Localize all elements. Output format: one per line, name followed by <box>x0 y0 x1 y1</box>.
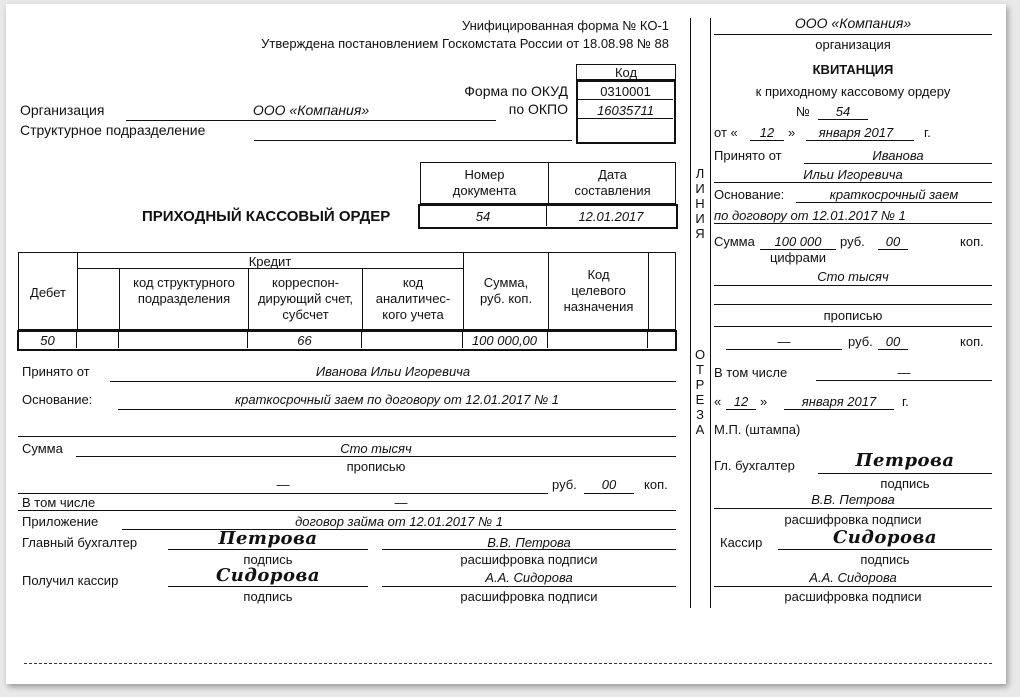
stub-signature-caption: подпись <box>880 476 930 491</box>
otreza-label: О Т Р Е З А <box>694 347 706 437</box>
unified-form-label: Унифицированная форма № КО-1 <box>461 18 669 33</box>
doc-date-header: Дата составления <box>574 167 651 198</box>
stub-month-year: января 2017 <box>818 125 894 140</box>
stub-decoding-caption: расшифровка подписи <box>784 512 922 527</box>
underline <box>126 120 496 121</box>
doc-number-header: Номер документа <box>452 167 517 198</box>
stub-propisyu-caption: прописью <box>823 308 883 323</box>
code-header-cell <box>576 64 676 80</box>
stub-cashier-signature: Сидорова <box>832 527 937 548</box>
accounting-table-row <box>17 330 677 351</box>
underline <box>714 326 992 327</box>
stub-sum-dash: — <box>777 334 791 349</box>
kop-label: коп. <box>644 477 668 492</box>
underline <box>818 473 992 474</box>
stub-digits-caption: цифрами <box>769 250 827 265</box>
underline <box>778 549 992 550</box>
propisyu-caption: прописью <box>346 459 406 474</box>
underline <box>714 34 992 35</box>
stub-received-1: Иванова <box>872 148 924 163</box>
underline <box>818 119 868 120</box>
attachment-label: Приложение <box>22 514 99 529</box>
stub-date-day: 12 <box>733 394 749 409</box>
chief-accountant-label: Главный бухгалтер <box>22 535 138 550</box>
target-code-header: Код целевого назначения <box>563 267 634 314</box>
stub-date-month: января 2017 <box>801 394 877 409</box>
underline <box>168 549 368 550</box>
okpo-label: по ОКПО <box>508 101 568 117</box>
chief-accountant-signature: Петрова <box>218 528 318 549</box>
underline <box>254 140 572 141</box>
underline <box>714 304 992 305</box>
stub-g: г. <box>924 125 931 140</box>
decoding-caption: расшифровка подписи <box>460 552 598 567</box>
stub-date-close: » <box>760 394 768 409</box>
receipt-subtitle: к приходному кассовому ордеру <box>755 84 951 99</box>
cashier-signature: Сидорова <box>215 565 320 586</box>
stub-no-value: 54 <box>835 104 851 119</box>
organization-label: Организация <box>20 102 105 118</box>
cut-line <box>690 18 691 608</box>
underline <box>714 182 992 183</box>
okud-label: Форма по ОКУД <box>464 83 568 99</box>
stub-organization: ООО «Компания» <box>794 15 912 31</box>
underline <box>878 249 908 250</box>
stub-date-open: « <box>714 394 722 409</box>
underline <box>796 202 992 203</box>
divider <box>118 332 119 348</box>
stub-cashier-name: А.А. Сидорова <box>809 570 897 585</box>
analytic-code-header: код аналитичес-кого учета <box>375 275 451 322</box>
signature-caption: подпись <box>243 552 293 567</box>
underline <box>878 349 908 350</box>
stub-basis-2: по договору от 12.01.2017 № 1 <box>714 208 906 223</box>
stub-sum-words: Сто тысяч <box>817 269 889 284</box>
debit-header: Дебет <box>30 285 66 300</box>
received-from-label: Принято от <box>22 364 90 379</box>
divider <box>361 332 362 348</box>
kop-value: 00 <box>601 477 617 492</box>
decoding-caption: расшифровка подписи <box>460 589 598 604</box>
bottom-cut-line <box>24 663 992 664</box>
cut-line <box>710 18 711 608</box>
stub-stamp: М.П. (штампа) <box>714 422 801 437</box>
underline <box>714 285 992 286</box>
sum-value: 100 000,00 <box>471 333 538 348</box>
stub-including-label: В том числе <box>714 365 788 380</box>
sum-label: Сумма <box>22 441 63 456</box>
underline <box>726 349 842 350</box>
divider <box>76 332 77 348</box>
divider <box>578 118 673 119</box>
underline <box>806 140 914 141</box>
sum-words-value: Сто тысяч <box>340 441 412 456</box>
doc-date: 12.01.2017 <box>578 209 644 224</box>
underline <box>18 436 676 437</box>
underline <box>382 586 676 587</box>
divider <box>578 99 673 100</box>
subdivision-label: Структурное подразделение <box>20 122 206 138</box>
stub-date-g: г. <box>902 394 909 409</box>
stub-kop: коп. <box>960 334 984 349</box>
stub-basis-1: краткосрочный заем <box>829 187 959 202</box>
underline <box>168 586 368 587</box>
cash-receipt-form <box>6 4 1006 684</box>
doc-number: 54 <box>475 209 491 224</box>
stub-signature-caption: подпись <box>860 552 910 567</box>
underline <box>76 456 676 457</box>
stub-basis-label: Основание: <box>714 187 785 202</box>
stub-rub: руб. <box>840 234 865 249</box>
doc-values-box <box>418 204 678 229</box>
corr-account-value: 66 <box>297 333 312 348</box>
debit-value: 50 <box>40 333 55 348</box>
stub-chief-signature: Петрова <box>855 450 955 471</box>
receipt-title: КВИТАНЦИЯ <box>812 62 894 77</box>
divider <box>648 253 649 329</box>
stub-no-label: № <box>796 104 810 119</box>
stub-sum-digits: 100 000 <box>774 234 822 249</box>
underline <box>382 549 676 550</box>
underline <box>804 163 992 164</box>
accounting-table-header <box>18 252 676 330</box>
including-label: В том числе <box>22 495 96 510</box>
sum-extra-dash: — <box>276 477 290 492</box>
document-title: ПРИХОДНЫЙ КАССОВЫЙ ОРДЕР <box>142 208 391 225</box>
cashier-label: Получил кассир <box>22 573 119 588</box>
stub-kop-value: 00 <box>885 234 901 249</box>
underline <box>110 381 676 382</box>
stub-cashier-label: Кассир <box>720 535 763 550</box>
underline <box>118 409 676 410</box>
including-value: — <box>394 495 408 510</box>
code-header: Код <box>614 65 638 80</box>
organization-value: ООО «Компания» <box>252 102 370 118</box>
credit-header: Кредит <box>248 254 292 269</box>
cashier-name: А.А. Сидорова <box>485 570 573 585</box>
stub-sum-label: Сумма <box>714 234 755 249</box>
underline <box>18 493 548 494</box>
okpo-value: 16035711 <box>597 103 654 118</box>
rub-label: руб. <box>552 477 577 492</box>
liniya-label: Л И Н И Я <box>695 166 705 241</box>
approval-label: Утверждена постановлением Госкомстата России от 18.08.98 № 88 <box>261 36 669 51</box>
underline <box>726 409 756 410</box>
divider <box>647 332 648 348</box>
codes-box <box>576 80 676 144</box>
underline <box>714 586 992 587</box>
stub-chief-name: В.В. Петрова <box>811 492 895 507</box>
underline <box>18 510 676 511</box>
underline <box>784 409 894 410</box>
stub-from-label: от « <box>714 125 738 140</box>
divider <box>547 332 548 348</box>
basis-value: краткосрочный заем по договору от 12.01.2017 № 1 <box>234 392 559 407</box>
underline <box>584 493 634 494</box>
stub-rub: руб. <box>848 334 873 349</box>
stub-chief-label: Гл. бухгалтер <box>714 458 795 473</box>
stub-organization-caption: организация <box>815 37 891 52</box>
stub-quote-close: » <box>788 125 796 140</box>
sum-header: Сумма, руб. коп. <box>479 275 533 306</box>
stub-kop: коп. <box>960 234 984 249</box>
underline <box>816 380 992 381</box>
attachment-value: договор займа от 12.01.2017 № 1 <box>295 514 503 529</box>
signature-caption: подпись <box>243 589 293 604</box>
underline <box>714 223 992 224</box>
stub-received-2: Ильи Игоревича <box>803 167 903 182</box>
stub-including-value: — <box>897 365 911 380</box>
stub-day: 12 <box>759 125 775 140</box>
underline <box>750 140 784 141</box>
doc-header-box <box>420 162 676 204</box>
okud-value: 0310001 <box>600 84 651 99</box>
stub-received-label: Принято от <box>714 148 782 163</box>
received-from-value: Иванова Ильи Игоревича <box>315 364 471 379</box>
chief-accountant-name: В.В. Петрова <box>487 535 571 550</box>
stub-decoding-caption: расшифровка подписи <box>784 589 922 604</box>
underline <box>714 508 992 509</box>
struct-code-header: код структурного подразделения <box>133 275 235 306</box>
stub-kop-value-2: 00 <box>885 334 901 349</box>
basis-label: Основание: <box>22 392 93 407</box>
corr-account-header: корреспон-дирующий счет, субсчет <box>257 275 354 322</box>
